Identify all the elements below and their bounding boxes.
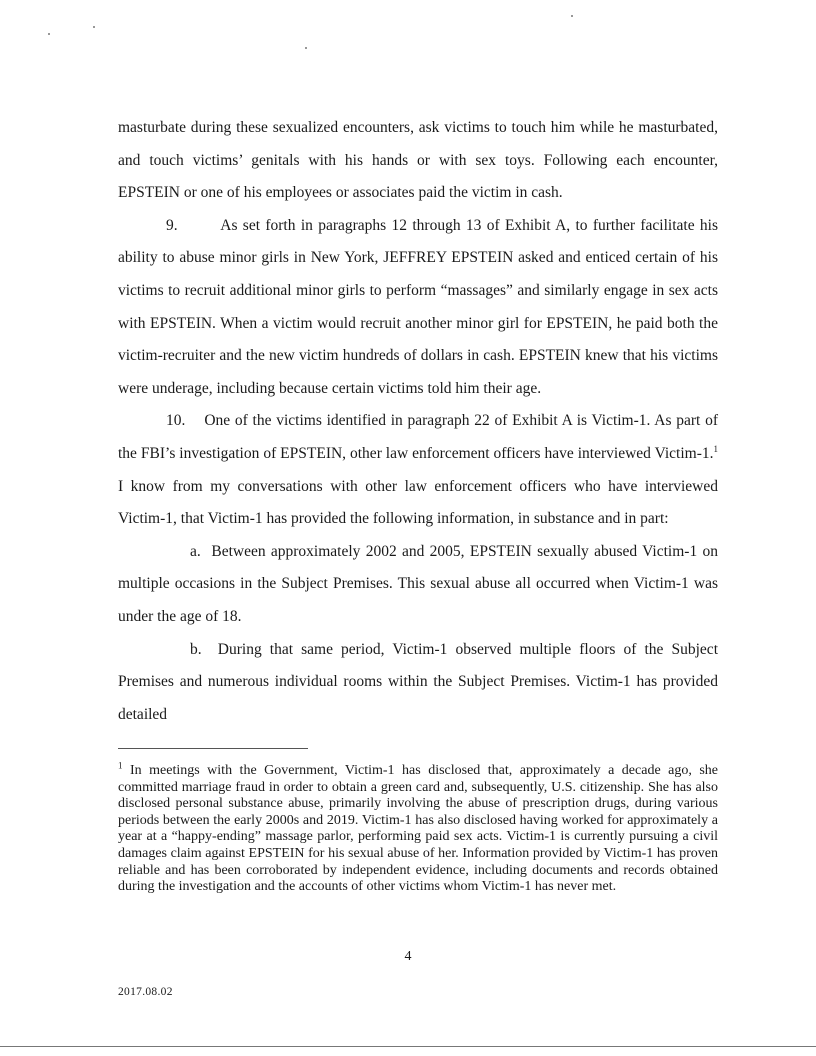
footnote-marker: 1	[118, 760, 123, 771]
subparagraph-b: b. During that same period, Victim-1 observed multiple floors of the Subject Premises and numerous individual rooms within the Subject Premises. Victim-1 has provided detailed	[118, 640, 718, 723]
scan-edge-line	[0, 1046, 816, 1047]
scan-speck	[305, 47, 307, 49]
footnote-text: In meetings with the Government, Victim-1 has disclosed that, approximately a decade ago, she committed marriage fraud in order to obtain a green card and, subsequently, U.S. citizenship. She has also disclosed personal substance abuse, primarily involving the abuse of prescription drugs, during various periods between the early 2000s and 2019. Victim-1 has also disclosed having worked for approximately a year at a “happy-ending” massage parlor, performing paid sex acts. Victim-1 is currently pursuing a civil damages claim against EPSTEIN for his sexual abuse of her. Information provided by Victim-1 has proven reliable and has been corroborated by independent evidence, including documents and records obtained during the investigation and the accounts of other victims whom Victim-1 has never met.	[118, 763, 719, 895]
paragraph-10-text: One of the victims identified in paragraph 22 of Exhibit A is Victim-1. As part of the FBI’s investigation of EPSTEIN, other law enforcement officers have interviewed Victim-1.	[118, 412, 718, 462]
paragraph-10-continued: I know from my conversations with other law enforcement officers who have interviewed Victim-1, that Victim-1 has provided the following information, in substance and in part:	[118, 477, 718, 528]
page-number: 4	[404, 949, 412, 964]
scan-speck	[93, 26, 95, 28]
footnote-divider	[118, 748, 308, 749]
paragraph-9: 9. As set forth in paragraphs 12 through 13 of Exhibit A, to further facilitate his ability to abuse minor girls in New York, JEFFREY EPSTEIN asked and enticed certain of his victims to recruit additional minor girls to perform “massages” and similarly engage in sex acts with EPSTEIN. When a victim would recruit another minor girl for EPSTEIN, he paid both the victim-recruiter and the new victim hundreds of dollars in cash. EPSTEIN knew that his victims were underage, including because certain victims told him their age.	[118, 216, 718, 397]
subparagraph-a: a. Between approximately 2002 and 2005, EPSTEIN sexually abused Victim-1 on multiple occasions in the Subject Premises. This sexual abuse all occurred when Victim-1 was under the age of 18.	[118, 542, 718, 625]
body-text	[118, 112, 718, 731]
paragraph-continuation: masturbate during these sexualized encounters, ask victims to touch him while he masturbated, and touch victims’ genitals with his hands or with sex toys. Following each encounter, EPSTEIN or one of his employees or associates paid the victim in cash.	[118, 119, 718, 202]
document-code: 2017.08.02	[118, 986, 173, 998]
scan-speck	[48, 33, 50, 35]
paragraph-10-number: 10.	[166, 412, 186, 430]
footnote	[118, 760, 719, 896]
scan-speck	[571, 15, 573, 17]
paragraph-10	[118, 405, 718, 535]
footnote-reference: 1	[713, 443, 718, 454]
